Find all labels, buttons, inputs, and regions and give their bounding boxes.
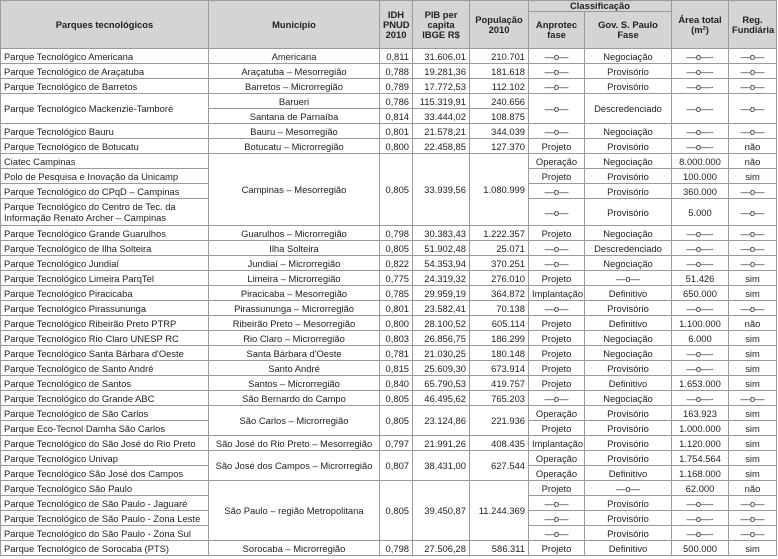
cell-reg: sim <box>729 436 777 451</box>
cell-gov: Descredenciado <box>585 94 672 124</box>
cell-anprotec: —o— <box>529 64 585 79</box>
table-row <box>1 64 777 79</box>
cell-idh: 0,840 <box>380 376 413 391</box>
cell-pib: 29.959,19 <box>413 286 470 301</box>
cell-populacao: 364.872 <box>470 286 529 301</box>
cell-reg: sim <box>729 361 777 376</box>
cell-anprotec: Operação <box>529 451 585 466</box>
cell-anprotec: —o— <box>529 79 585 94</box>
cell-parque: Parque Tecnológico de São Paulo - Jaguaré <box>1 496 209 511</box>
cell-area: 1.000.000 <box>672 421 729 436</box>
cell-parque: Parque Tecnológico Pirassununga <box>1 301 209 316</box>
cell-populacao: 673.914 <box>470 361 529 376</box>
cell-reg: —o— <box>729 511 777 526</box>
cell-area: 8.000.000 <box>672 154 729 169</box>
cell-gov: Provisório <box>585 169 672 184</box>
cell-parque: Parque Tecnológico Rio Claro UNESP RC <box>1 331 209 346</box>
cell-populacao: 408.435 <box>470 436 529 451</box>
cell-area: —o—- <box>672 49 729 64</box>
cell-parque: Parque Tecnológico do São Paulo - Zona Sul <box>1 526 209 541</box>
cell-area: 1.120.000 <box>672 436 729 451</box>
cell-reg: —o— <box>729 526 777 541</box>
cell-reg: —o— <box>729 199 777 226</box>
table-row <box>1 361 777 376</box>
cell-pib: 38.431,00 <box>413 451 470 481</box>
cell-populacao: 70.138 <box>470 301 529 316</box>
cell-municipio: Santos – Microrregião <box>209 376 380 391</box>
cell-populacao: 186.299 <box>470 331 529 346</box>
cell-reg: —o— <box>729 184 777 199</box>
cell-anprotec: Projeto <box>529 139 585 154</box>
cell-anprotec: Projeto <box>529 541 585 556</box>
cell-area: —o—- <box>672 391 729 406</box>
cell-gov: Provisório <box>585 199 672 226</box>
cell-parque: Parque Tecnológico Mackenzie-Tamboré <box>1 94 209 124</box>
cell-pib: 17.772,53 <box>413 79 470 94</box>
cell-idh: 0,775 <box>380 271 413 286</box>
cell-area: —o—- <box>672 301 729 316</box>
cell-pib: 51.902,48 <box>413 241 470 256</box>
cell-reg: sim <box>729 331 777 346</box>
cell-parque: Parque Tecnológico Piracicaba <box>1 286 209 301</box>
cell-populacao: 1.222.357 <box>470 226 529 241</box>
cell-parque: Parque Tecnológico de São Paulo - Zona Leste <box>1 511 209 526</box>
cell-gov: Provisório <box>585 421 672 436</box>
cell-parque: Parque Tecnológico de Botucatu <box>1 139 209 154</box>
cell-reg: sim <box>729 346 777 361</box>
cell-pib: 65.790,53 <box>413 376 470 391</box>
cell-parque: Parque Tecnológico do Centro de Tec. da Informação Renato Archer – Campinas <box>1 199 209 226</box>
cell-populacao: 181.618 <box>470 64 529 79</box>
cell-parque: Parque Tecnológico de Santo André <box>1 361 209 376</box>
cell-parque: Parque Eco-Tecnol Damha São Carlos <box>1 421 209 436</box>
cell-populacao: 1.080.999 <box>470 154 529 226</box>
cell-reg: sim <box>729 421 777 436</box>
cell-reg: —o— <box>729 94 777 124</box>
cell-area: —o—- <box>672 139 729 154</box>
cell-area: 163.923 <box>672 406 729 421</box>
cell-pib: 33.939,56 <box>413 154 470 226</box>
cell-anprotec: Operação <box>529 154 585 169</box>
cell-gov: Negociação <box>585 346 672 361</box>
cell-parque: Parque Tecnológico Univap <box>1 451 209 466</box>
cell-parque: Parque Tecnológico do São José do Rio Preto <box>1 436 209 451</box>
cell-municipio: Pirassununga – Microrregião <box>209 301 380 316</box>
cell-populacao: 108.875 <box>470 109 529 124</box>
cell-municipio: Rio Claro – Microrregião <box>209 331 380 346</box>
cell-area: —o—- <box>672 256 729 271</box>
cell-parque: Parque Tecnológico São José dos Campos <box>1 466 209 481</box>
cell-idh: 0,805 <box>380 481 413 541</box>
cell-idh: 0,822 <box>380 256 413 271</box>
cell-reg: sim <box>729 451 777 466</box>
cell-idh: 0,781 <box>380 346 413 361</box>
cell-area: 1.100.000 <box>672 316 729 331</box>
cell-reg: sim <box>729 406 777 421</box>
cell-area: —o—- <box>672 226 729 241</box>
cell-gov: Provisório <box>585 301 672 316</box>
cell-anprotec: Operação <box>529 466 585 481</box>
cell-anprotec: —o— <box>529 124 585 139</box>
cell-reg: não <box>729 481 777 496</box>
cell-municipio: Campinas – Mesorregião <box>209 154 380 226</box>
table-header <box>1 1 777 49</box>
cell-parque: Parque Tecnológico Ribeirão Preto PTRP <box>1 316 209 331</box>
cell-pib: 19.281,36 <box>413 64 470 79</box>
cell-populacao: 765.203 <box>470 391 529 406</box>
table-row <box>1 79 777 94</box>
header-municipio: Município <box>209 1 380 49</box>
cell-reg: —o— <box>729 256 777 271</box>
cell-area: —o—- <box>672 346 729 361</box>
cell-pib: 24.319,32 <box>413 271 470 286</box>
cell-anprotec: —o— <box>529 184 585 199</box>
cell-gov: Provisório <box>585 184 672 199</box>
cell-parque: Parque Tecnológico de Santos <box>1 376 209 391</box>
cell-reg: sim <box>729 286 777 301</box>
cell-reg: —o— <box>729 124 777 139</box>
cell-area: 650.000 <box>672 286 729 301</box>
cell-idh: 0,805 <box>380 406 413 436</box>
table-row <box>1 286 777 301</box>
cell-municipio: Bauru – Mesorregião <box>209 124 380 139</box>
cell-gov: Provisório <box>585 361 672 376</box>
cell-populacao: 180.148 <box>470 346 529 361</box>
cell-reg: —o— <box>729 241 777 256</box>
cell-idh: 0,805 <box>380 241 413 256</box>
cell-anprotec: Projeto <box>529 169 585 184</box>
cell-anprotec: —o— <box>529 391 585 406</box>
header-parque: Parques tecnológicos <box>1 1 209 49</box>
cell-municipio: São Paulo – região Metropolitana <box>209 481 380 541</box>
cell-anprotec: —o— <box>529 49 585 64</box>
cell-idh: 0,788 <box>380 64 413 79</box>
cell-pib: 39.450,87 <box>413 481 470 541</box>
cell-municipio: Limeira – Microrregião <box>209 271 380 286</box>
cell-area: —o—- <box>672 79 729 94</box>
cell-idh: 0,811 <box>380 49 413 64</box>
cell-gov: Provisório <box>585 64 672 79</box>
cell-gov: Provisório <box>585 139 672 154</box>
cell-reg: —o— <box>729 391 777 406</box>
cell-reg: —o— <box>729 64 777 79</box>
table-row <box>1 301 777 316</box>
cell-pib: 115.319,91 <box>413 94 470 109</box>
cell-municipio: Botucatu – Microrregião <box>209 139 380 154</box>
cell-anprotec: Implantação <box>529 286 585 301</box>
table-row <box>1 406 777 421</box>
cell-reg: —o— <box>729 49 777 64</box>
cell-idh: 0,798 <box>380 226 413 241</box>
cell-anprotec: —o— <box>529 511 585 526</box>
cell-reg: sim <box>729 169 777 184</box>
cell-reg: —o— <box>729 496 777 511</box>
cell-area: 360.000 <box>672 184 729 199</box>
cell-gov: Negociação <box>585 154 672 169</box>
table-row <box>1 391 777 406</box>
cell-pib: 28.100,52 <box>413 316 470 331</box>
cell-populacao: 112.102 <box>470 79 529 94</box>
cell-idh: 0,801 <box>380 301 413 316</box>
cell-municipio: Santo André <box>209 361 380 376</box>
cell-populacao: 11.244.369 <box>470 481 529 541</box>
table-row <box>1 256 777 271</box>
cell-idh: 0,805 <box>380 154 413 226</box>
cell-pib: 22.458,85 <box>413 139 470 154</box>
cell-anprotec: Projeto <box>529 316 585 331</box>
header-reg: Reg. Fundiária <box>729 1 777 49</box>
cell-reg: sim <box>729 541 777 556</box>
cell-parque: Polo de Pesquisa e Inovação da Unicamp <box>1 169 209 184</box>
cell-anprotec: —o— <box>529 526 585 541</box>
cell-reg: —o— <box>729 226 777 241</box>
cell-parque: Parque Tecnológico de Sorocaba (PTS) <box>1 541 209 556</box>
table-row <box>1 139 777 154</box>
cell-gov: Negociação <box>585 124 672 139</box>
cell-area: 1.754.564 <box>672 451 729 466</box>
cell-idh: 0,800 <box>380 316 413 331</box>
cell-parque: Parque Tecnológico Limeira ParqTel <box>1 271 209 286</box>
cell-populacao: 127.370 <box>470 139 529 154</box>
table-row <box>1 154 777 169</box>
cell-reg: não <box>729 316 777 331</box>
header-populacao: População 2010 <box>470 1 529 49</box>
cell-municipio: São José do Rio Preto – Mesorregião <box>209 436 380 451</box>
cell-anprotec: Projeto <box>529 361 585 376</box>
cell-idh: 0,789 <box>380 79 413 94</box>
cell-gov: Negociação <box>585 256 672 271</box>
cell-area: —o—- <box>672 526 729 541</box>
cell-reg: sim <box>729 466 777 481</box>
cell-municipio: Santa Bárbara d'Oeste <box>209 346 380 361</box>
cell-reg: —o— <box>729 301 777 316</box>
cell-pib: 27.506,28 <box>413 541 470 556</box>
header-gov: Gov. S. Paulo Fase <box>585 12 672 49</box>
cell-populacao: 25.071 <box>470 241 529 256</box>
cell-municipio: Jundiaí – Microrregião <box>209 256 380 271</box>
table-row <box>1 241 777 256</box>
cell-populacao: 221.936 <box>470 406 529 436</box>
cell-parque: Parque Tecnológico de São Carlos <box>1 406 209 421</box>
cell-anprotec: Projeto <box>529 331 585 346</box>
cell-area: 100.000 <box>672 169 729 184</box>
cell-idh: 0,801 <box>380 124 413 139</box>
cell-municipio: São Carlos – Microrregião <box>209 406 380 436</box>
cell-gov: Negociação <box>585 391 672 406</box>
cell-populacao: 370.251 <box>470 256 529 271</box>
cell-anprotec: Projeto <box>529 226 585 241</box>
cell-municipio: Araçatuba – Mesorregião <box>209 64 380 79</box>
cell-municipio: Piracicaba – Mesorregião <box>209 286 380 301</box>
cell-idh: 0,805 <box>380 391 413 406</box>
cell-idh: 0,785 <box>380 286 413 301</box>
cell-area: —o—- <box>672 124 729 139</box>
cell-gov: Negociação <box>585 49 672 64</box>
cell-municipio: Sorocaba – Microrregião <box>209 541 380 556</box>
cell-pib: 21.991,26 <box>413 436 470 451</box>
cell-populacao: 605.114 <box>470 316 529 331</box>
cell-populacao: 276.010 <box>470 271 529 286</box>
cell-pib: 23.582,41 <box>413 301 470 316</box>
table-row <box>1 346 777 361</box>
cell-parque: Parque Tecnológico Jundiaí <box>1 256 209 271</box>
table-row <box>1 226 777 241</box>
cell-gov: Provisório <box>585 526 672 541</box>
header-anprotec: Anprotec fase <box>529 12 585 49</box>
cell-idh: 0,800 <box>380 139 413 154</box>
cell-area: —o—- <box>672 361 729 376</box>
cell-municipio: Santana de Parnaíba <box>209 109 380 124</box>
cell-idh: 0,797 <box>380 436 413 451</box>
cell-gov: Definitivo <box>585 466 672 481</box>
cell-pib: 26.856,75 <box>413 331 470 346</box>
cell-area: 5.000 <box>672 199 729 226</box>
cell-municipio: São Bernardo do Campo <box>209 391 380 406</box>
cell-municipio: Ribeirão Preto – Mesorregião <box>209 316 380 331</box>
cell-gov: Provisório <box>585 496 672 511</box>
cell-reg: sim <box>729 271 777 286</box>
table-row <box>1 271 777 286</box>
cell-area: 1.653.000 <box>672 376 729 391</box>
cell-area: 6.000 <box>672 331 729 346</box>
cell-pib: 30.383,43 <box>413 226 470 241</box>
cell-parque: Parque Tecnológico Bauru <box>1 124 209 139</box>
cell-reg: não <box>729 154 777 169</box>
table-row <box>1 316 777 331</box>
cell-anprotec: —o— <box>529 496 585 511</box>
cell-gov: —o— <box>585 271 672 286</box>
cell-pib: 25.609,30 <box>413 361 470 376</box>
table-row <box>1 541 777 556</box>
cell-idh: 0,803 <box>380 331 413 346</box>
cell-idh: 0,807 <box>380 451 413 481</box>
cell-gov: Provisório <box>585 451 672 466</box>
table-row <box>1 49 777 64</box>
cell-gov: Definitivo <box>585 316 672 331</box>
table-row <box>1 481 777 496</box>
cell-anprotec: Operação <box>529 406 585 421</box>
header-pib: PIB per capita IBGE R$ <box>413 1 470 49</box>
cell-anprotec: Implantação <box>529 436 585 451</box>
cell-populacao: 210.701 <box>470 49 529 64</box>
cell-pib: 46.495,62 <box>413 391 470 406</box>
cell-idh: 0,798 <box>380 541 413 556</box>
cell-area: —o—- <box>672 241 729 256</box>
cell-area: 51.426 <box>672 271 729 286</box>
cell-gov: Provisório <box>585 79 672 94</box>
cell-gov: Negociação <box>585 331 672 346</box>
header-classificacao: Classificação <box>529 1 672 12</box>
table-row <box>1 331 777 346</box>
cell-idh: 0,815 <box>380 361 413 376</box>
cell-municipio: Ilha Solteira <box>209 241 380 256</box>
cell-parque: Parque Tecnológico do Grande ABC <box>1 391 209 406</box>
table-row <box>1 436 777 451</box>
cell-pib: 54.353,94 <box>413 256 470 271</box>
table-row <box>1 376 777 391</box>
cell-gov: Provisório <box>585 406 672 421</box>
cell-pib: 31.606,01 <box>413 49 470 64</box>
cell-municipio: Americana <box>209 49 380 64</box>
cell-area: 500.000 <box>672 541 729 556</box>
cell-parque: Parque Tecnológico de Ilha Solteira <box>1 241 209 256</box>
cell-populacao: 419.757 <box>470 376 529 391</box>
cell-reg: —o— <box>729 79 777 94</box>
cell-pib: 23.124,86 <box>413 406 470 436</box>
cell-reg: não <box>729 139 777 154</box>
cell-pib: 21.030,25 <box>413 346 470 361</box>
cell-anprotec: Projeto <box>529 346 585 361</box>
cell-idh: 0,814 <box>380 109 413 124</box>
cell-anprotec: —o— <box>529 241 585 256</box>
cell-area: —o—- <box>672 94 729 124</box>
cell-anprotec: —o— <box>529 256 585 271</box>
cell-parque: Ciatec Campinas <box>1 154 209 169</box>
cell-municipio: Barueri <box>209 94 380 109</box>
cell-area: —o—- <box>672 511 729 526</box>
table-body <box>1 49 777 556</box>
table-row <box>1 124 777 139</box>
cell-municipio: Barretos – Microrregião <box>209 79 380 94</box>
cell-pib: 21.578,21 <box>413 124 470 139</box>
cell-anprotec: Projeto <box>529 376 585 391</box>
cell-gov: Definitivo <box>585 541 672 556</box>
header-area: Área total (m²) <box>672 1 729 49</box>
cell-area: 62.000 <box>672 481 729 496</box>
cell-area: 1.168.000 <box>672 466 729 481</box>
cell-parque: Parque Tecnológico Americana <box>1 49 209 64</box>
cell-parque: Parque Tecnológico de Araçatuba <box>1 64 209 79</box>
cell-anprotec: —o— <box>529 199 585 226</box>
cell-populacao: 627.544 <box>470 451 529 481</box>
cell-populacao: 240.656 <box>470 94 529 109</box>
cell-municipio: Guarulhos – Microrregião <box>209 226 380 241</box>
cell-gov: Descredenciado <box>585 241 672 256</box>
cell-municipio: São José dos Campos – Microrregião <box>209 451 380 481</box>
cell-anprotec: Projeto <box>529 481 585 496</box>
cell-populacao: 344.039 <box>470 124 529 139</box>
cell-gov: —o— <box>585 481 672 496</box>
table-row <box>1 451 777 466</box>
cell-populacao: 586.311 <box>470 541 529 556</box>
table-row <box>1 94 777 109</box>
header-idh: IDH PNUD 2010 <box>380 1 413 49</box>
cell-parque: Parque Tecnológico Grande Guarulhos <box>1 226 209 241</box>
cell-area: —o—- <box>672 496 729 511</box>
cell-gov: Provisório <box>585 511 672 526</box>
cell-anprotec: Projeto <box>529 271 585 286</box>
cell-anprotec: —o— <box>529 301 585 316</box>
cell-idh: 0,786 <box>380 94 413 109</box>
cell-gov: Definitivo <box>585 376 672 391</box>
cell-anprotec: —o— <box>529 94 585 124</box>
cell-gov: Negociação <box>585 226 672 241</box>
cell-area: —o—- <box>672 64 729 79</box>
cell-pib: 33.444,02 <box>413 109 470 124</box>
cell-reg: sim <box>729 376 777 391</box>
cell-gov: Provisório <box>585 436 672 451</box>
cell-parque: Parque Tecnológico São Paulo <box>1 481 209 496</box>
cell-gov: Definitivo <box>585 286 672 301</box>
cell-anprotec: Projeto <box>529 421 585 436</box>
cell-parque: Parque Tecnológico de Barretos <box>1 79 209 94</box>
cell-parque: Parque Tecnológico do CPqD – Campinas <box>1 184 209 199</box>
cell-parque: Parque Tecnológico Santa Bárbara d'Oeste <box>1 346 209 361</box>
